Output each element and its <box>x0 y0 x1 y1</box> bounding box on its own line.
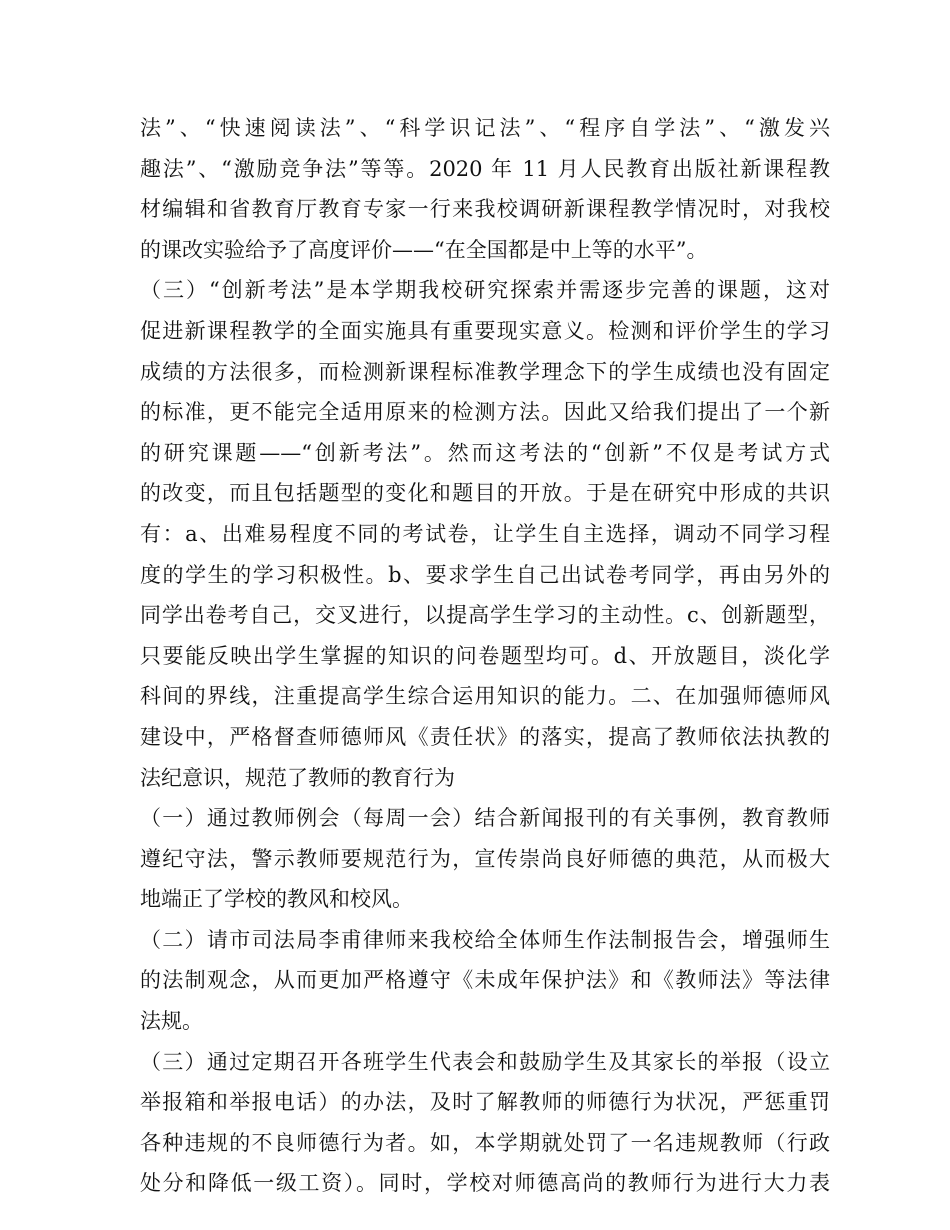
text-line: 趣法”、“激励竞争法”等等。2020 年 11 月人民教育出版社新课程教 <box>140 156 830 181</box>
text-line: 处分和降低一级工资）。同时，学校对师德高尚的教师行为进行大力表 <box>140 1171 830 1196</box>
text-line: 的改变，而且包括题型的变化和题目的开放。于是在研究中形成的共识 <box>140 481 830 506</box>
text-line: 的研究课题——“创新考法”。然而这考法的“创新”不仅是考试方式 <box>140 440 830 465</box>
text-line: 的课改实验给予了高度评价——“在全国都是中上等的水平”。 <box>140 237 708 262</box>
text-line: （三）“创新考法”是本学期我校研究探索并需逐步完善的课题，这对 <box>140 278 830 303</box>
text-line: 遵纪守法，警示教师要规范行为，宣传崇尚良好师德的典范，从而极大 <box>140 846 830 871</box>
text-line: 材编辑和省教育厅教育专家一行来我校调研新课程教学情况时，对我校 <box>140 197 830 222</box>
text-line: 的标准，更不能完全适用原来的检测方法。因此又给我们提出了一个新 <box>140 400 830 425</box>
text-line: 各种违规的不良师德行为者。如，本学期就处罚了一名违规教师（行政 <box>140 1130 830 1155</box>
text-line: 同学出卷考自己，交叉进行，以提高学生学习的主动性。c、创新题型， <box>140 603 830 628</box>
text-line: 成绩的方法很多，而检测新课程标准教学理念下的学生成绩也没有固定 <box>140 359 830 384</box>
text-line: 只要能反映出学生掌握的知识的问卷题型均可。d、开放题目，淡化学 <box>140 643 830 668</box>
text-line: 法”、“快速阅读法”、“科学识记法”、“程序自学法”、“激发兴 <box>140 116 830 140</box>
text-line: 法规。 <box>140 1009 203 1034</box>
text-line: 促进新课程教学的全面实施具有重要现实意义。检测和评价学生的学习 <box>140 318 830 343</box>
text-line: 地端正了学校的教风和校风。 <box>140 887 413 912</box>
document-body <box>140 108 830 1204</box>
text-line: 的法制观念，从而更加严格遵守《未成年保护法》和《教师法》等法律 <box>140 968 830 993</box>
text-line: （一）通过教师例会（每周一会）结合新闻报刊的有关事例，教育教师 <box>140 806 830 831</box>
text-line: 举报箱和举报电话）的办法，及时了解教师的师德行为状况，严惩重罚 <box>140 1090 830 1115</box>
text-line: 度的学生的学习积极性。b、要求学生自己出试卷考同学，再由另外的 <box>140 562 830 587</box>
text-line: 有：a、出难易程度不同的考试卷，让学生自主选择，调动不同学习程 <box>140 521 830 546</box>
text-line: 建设中，严格督查师德师风《责任状》的落实，提高了教师依法执教的 <box>140 724 830 749</box>
text-line: 法纪意识，规范了教师的教育行为 <box>140 765 455 790</box>
text-line: 科间的界线，注重提高学生综合运用知识的能力。二、在加强师德师风 <box>140 684 830 709</box>
text-line: （二）请市司法局李甫律师来我校给全体师生作法制报告会，增强师生 <box>140 927 830 952</box>
text-line: （三）通过定期召开各班学生代表会和鼓励学生及其家长的举报（设立 <box>140 1049 830 1074</box>
